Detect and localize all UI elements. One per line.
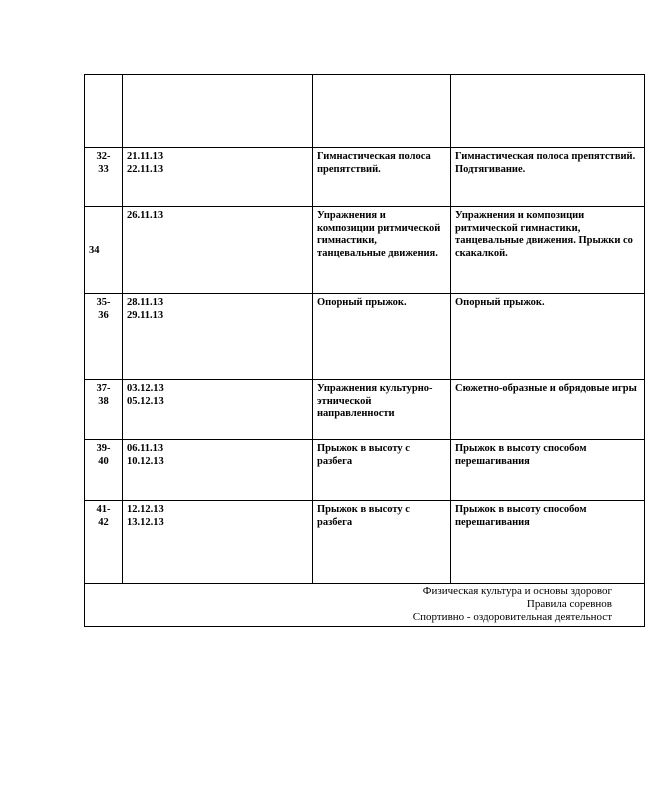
lesson-number: 39- 40 — [96, 443, 111, 467]
lesson-topic: Упражнения и композиции ритмической гимнастики, танцевальные движения. — [317, 210, 441, 259]
lesson-topic: Опорный прыжок. — [317, 297, 407, 308]
lesson-number-cell — [85, 294, 123, 380]
lesson-number: 41- 42 — [96, 504, 111, 528]
section-footer-row — [85, 584, 645, 627]
lesson-dates: 03.12.13 05.12.13 — [127, 383, 164, 407]
lesson-number-cell — [85, 501, 123, 584]
lesson-dates: 26.11.13 — [127, 210, 164, 221]
lesson-topic: Упражнения культурно-этнической направленности — [317, 383, 433, 419]
lesson-number: 35- 36 — [96, 297, 111, 321]
table-row — [85, 294, 645, 380]
lesson-date-cell — [123, 380, 313, 440]
lesson-content: Гимнастическая полоса препятствий. Подтягивание. — [455, 151, 636, 175]
table-row — [85, 440, 645, 501]
footer-line-1: Физическая культура и основы здоровог — [422, 585, 612, 597]
footer-line-3: Спортивно - оздоровительная деятельност — [412, 611, 612, 623]
table-row — [85, 207, 645, 294]
lesson-number: 32- 33 — [96, 151, 111, 175]
lesson-dates: 06.11.13 10.12.13 — [127, 443, 164, 467]
table-cell — [451, 75, 645, 148]
lesson-date-cell — [123, 501, 313, 584]
lesson-topic: Прыжок в высоту с разбега — [317, 443, 410, 467]
lesson-number: 34 — [89, 245, 100, 257]
lesson-content-cell — [451, 380, 645, 440]
lesson-content-cell — [451, 440, 645, 501]
table-row-empty-top — [85, 75, 645, 148]
lesson-topic-cell — [313, 380, 451, 440]
lesson-content: Сюжетно-образные и обрядовые игры — [455, 383, 637, 394]
lesson-date-cell — [123, 207, 313, 294]
lesson-topic-cell — [313, 148, 451, 207]
footer-line-2: Правила соревнов — [526, 598, 612, 610]
section-footer-cell — [85, 584, 645, 627]
lesson-content-cell — [451, 294, 645, 380]
table-row — [85, 501, 645, 584]
lesson-topic-cell — [313, 207, 451, 294]
lesson-content: Прыжок в высоту способом перешагивания — [455, 504, 587, 528]
lesson-dates: 12.12.13 13.12.13 — [127, 504, 164, 528]
lesson-dates: 28.11.13 29.11.13 — [127, 297, 164, 321]
lesson-date-cell — [123, 294, 313, 380]
lesson-number-cell — [85, 207, 123, 294]
lesson-content: Опорный прыжок. — [455, 297, 545, 308]
lesson-number-cell — [85, 148, 123, 207]
table-row — [85, 380, 645, 440]
table-cell — [85, 75, 123, 148]
lesson-content: Упражнения и композиции ритмической гимнастики, танцевальные движения. Прыжки со скакалкой. — [455, 210, 633, 259]
lesson-topic: Гимнастическая полоса препятствий. — [317, 151, 431, 175]
table-row — [85, 148, 645, 207]
lesson-topic-cell — [313, 440, 451, 501]
lesson-number-cell — [85, 440, 123, 501]
lesson-date-cell — [123, 148, 313, 207]
lesson-content-cell — [451, 148, 645, 207]
lesson-dates: 21.11.13 22.11.13 — [127, 151, 164, 175]
lesson-date-cell — [123, 440, 313, 501]
lesson-number: 37- 38 — [96, 383, 111, 407]
table-cell — [123, 75, 313, 148]
lesson-content-cell — [451, 501, 645, 584]
lesson-topic: Прыжок в высоту с разбега — [317, 504, 410, 528]
lesson-content: Прыжок в высоту способом перешагивания — [455, 443, 587, 467]
table-cell — [313, 75, 451, 148]
lesson-topic-cell — [313, 501, 451, 584]
lesson-schedule-table — [84, 74, 645, 627]
lesson-content-cell — [451, 207, 645, 294]
lesson-number-cell — [85, 380, 123, 440]
lesson-topic-cell — [313, 294, 451, 380]
